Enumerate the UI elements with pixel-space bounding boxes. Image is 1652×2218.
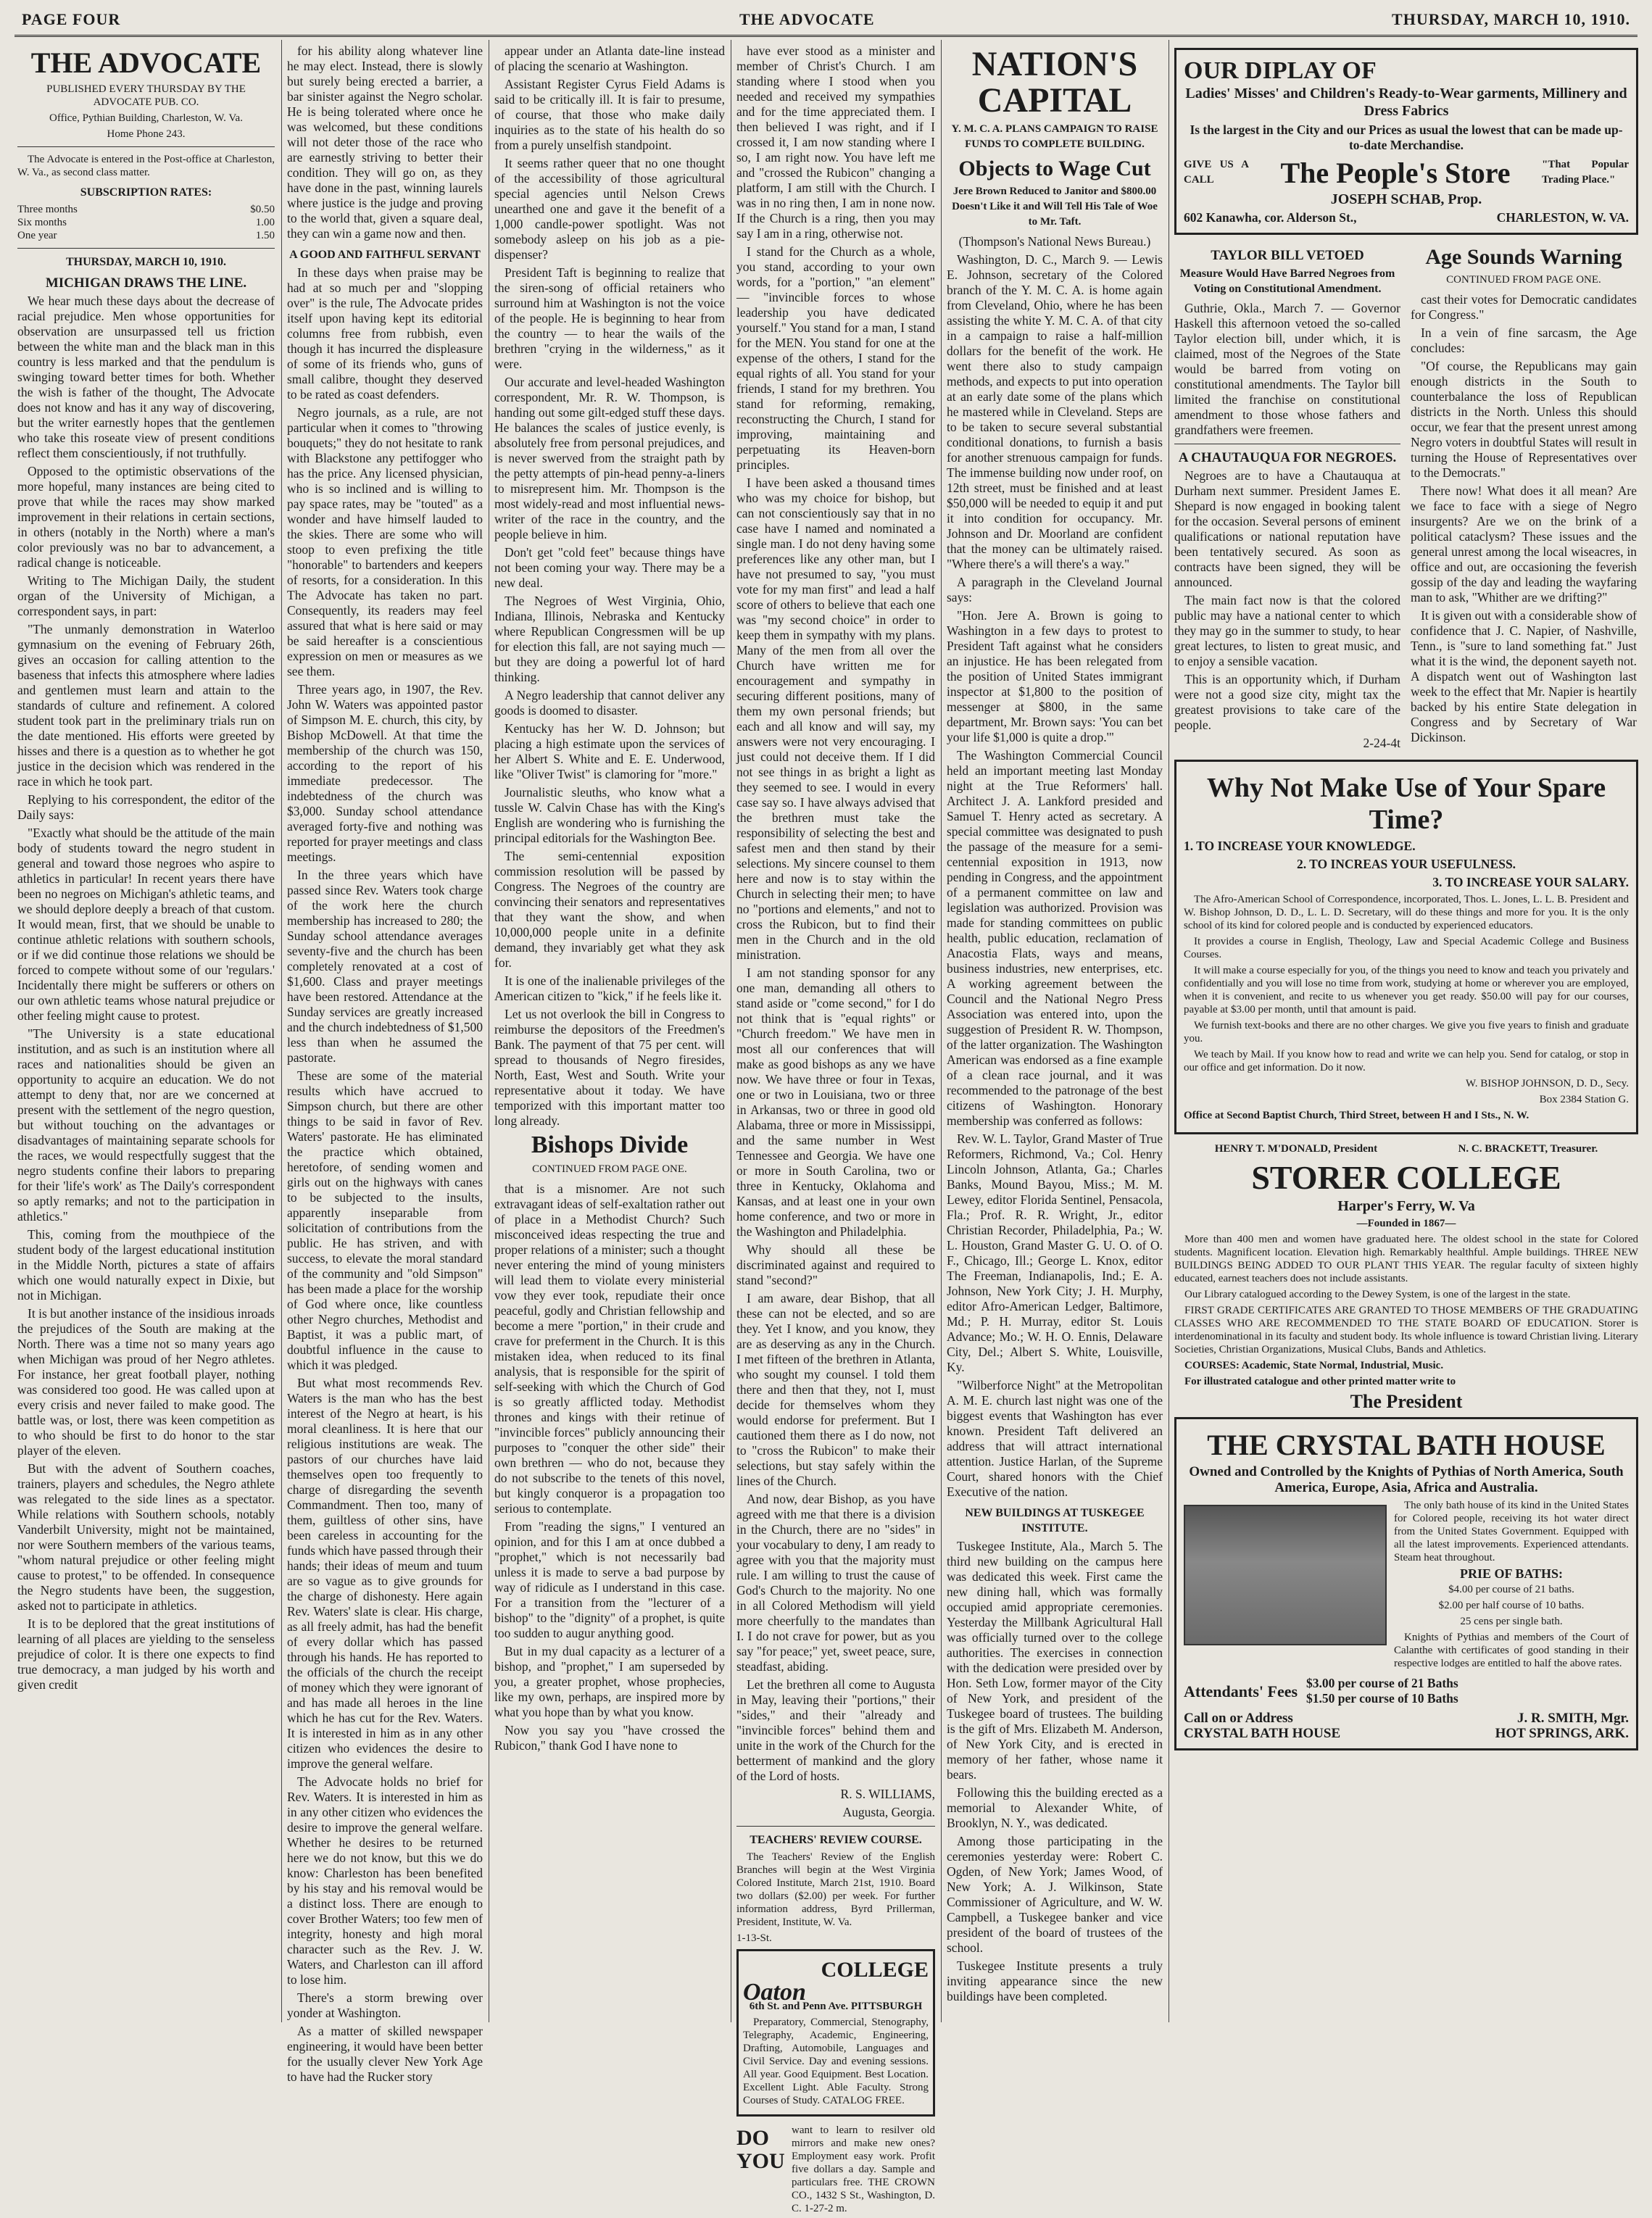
ad-heading: COLLEGE [821, 1958, 929, 1982]
paragraph: "Hon. Jere A. Brown is going to Washington in a few days to protest to President Taft against what he considers an injustice. He has been relegated from the position of United States immigrant inspector at $1,800 to the position of messenger at $800, in the same department, Mr. Brown says: 'You can bet your life $1,000 is quite a drop.'" [947, 608, 1163, 744]
bath-contact-right [1495, 1711, 1629, 1741]
paragraph: Tuskegee Institute, Ala., March 5. The third new building on the campus here was dedicated this week. First came the new dining hall, which was formally occupied amid appropriate ceremonies. Yesterday the Millbank Agricultural Hall was officially turned over to the college authorities. The exercises in connection with the dedication were presided over by Hon. Seth Low, former mayor of the City of New York, and president of the Tuskegee board of trustees. The building is the gift of Mrs. Elizabeth M. Anderson, of New York City, and is erected in memory of her father, whose name it bears. [947, 1539, 1163, 1782]
paragraph: It is to be deplored that the great institutions of learning of all places are yielding to the senseless prejudice of color. It is there one expects to find true democracy, a man judged by his worth and given credit [17, 1616, 275, 1692]
paragraph: This, coming from the mouthpiece of the student body of the largest educational institution in the Middle North, pictures a state of affairs which one would naturally expect in Dixie, but not in Michigan. [17, 1227, 275, 1303]
ad-text: The only bath house of its kind in the United States for Colored people, receiving its hot water direct from the United States Government. Equipped with all the latest improvements. Experienced attendants. Steam heat throughout. [1394, 1500, 1629, 1563]
subheadline: Measure Would Have Barred Negroes from Voting on Constitutional Amendment. [1179, 267, 1395, 295]
paragraph: We hear much these days about the decrease of racial prejudice. Men whose opportunities for observation are unsurpassed tell us friction between the white man and the black man in this country is less marked and that the pendulum is swinging toward better times for both. Whether the wish is father of the thought, The Advocate does not know and has it any way of discovering, but the writer earnestly hopes that the gentlemen who take this roseate view of present conditions reflect them conscientiously, if not truthfully. [17, 294, 275, 460]
paragraph: I have been asked a thousand times who was my choice for bishop, but can not conscientiously say that in no case have I named and nominated a single man. I do not deny having some preferences like any other man, but I have not presumed to say, "you must vote for my man first" and lead a half score of others to believe that each one was "my second choice" in order to keep them in sympathy with my plans. Many of the men from all over the Church have written me for encouragement and sympathy in securing different positions, many of them my own personal friends; but each and all know and will say, my answers were not very encouraging. I just could not deceive them. If I did not see things in as bright a light as they seemed to see. I would in every case say so. I have always advised that the brethren must take the responsibility of selecting the best and safest men and then stand by their selections. My sincere counsel to them here and now is to stay within the Church in selecting their men; to have no "portions and elements," and not to cross the Rubicon, but to find their men in the Church and in the old ministration. [736, 475, 935, 962]
ad-text: Our Library catalogued according to the Dewey System, is one of the largest in the state. [1184, 1289, 1571, 1300]
ad-text: We furnish text-books and there are no other charges. We give you five years to finish and graduate you. [1184, 1020, 1629, 1044]
continued-note: CONTINUED FROM PAGE ONE. [1446, 274, 1601, 286]
paragraph: As a matter of skilled newspaper engineering, it would have been better for the usually clever New York Age to have had the Rucker story [287, 2024, 483, 2084]
correspondence-school-ad [1174, 760, 1638, 1134]
paragraph: Don't get "cold feet" because things have not been coming your way. There may be a new deal. [494, 545, 725, 590]
store-row [1184, 157, 1629, 188]
headline: NATION'S CAPITAL [971, 45, 1138, 120]
divider [736, 1826, 935, 1827]
ad-heading: OUR DIPLAY OF [1184, 57, 1377, 84]
right-news [1411, 242, 1637, 754]
ad-box: Box 2384 Station G. [1539, 1094, 1629, 1105]
paragraph: It is one of the inalienable privileges of the American citizen to "kick," if he feels like it. [494, 973, 725, 1003]
ad-address: Office at Second Baptist Church, Third Street, between H and I Sts., N. W. [1184, 1110, 1529, 1121]
ad-text: Is the largest in the City and our Prices as usual the lowest that can be made up-to-date Merchandise. [1190, 122, 1623, 152]
paragraph: This is an opportunity which, if Durham were not a good size city, might tax the greatest provisions to take care of the people. [1174, 672, 1400, 732]
bath-name: CRYSTAL BATH HOUSE [1184, 1726, 1341, 1741]
mirror-ad [736, 2124, 935, 2218]
ad-heading: DO YOU [736, 2126, 785, 2173]
paragraph: And now, dear Bishop, as you have agreed with me that there is a division in the Church, there are no "sides" in your vocabulary to deny, I am ready to agree with you that the majority must rule. I am willing to trust the cause of God's Church to the majority. No one in all Colored Methodism will yield more cheerfully to the mandates than I. I do not crave for power, but as you say "for peace;" yet, sweet peace, sure, steadfast, abiding. [736, 1492, 935, 1674]
headline: Bishops Divide [531, 1131, 689, 1158]
rate-price: $0.50 [250, 204, 275, 215]
headline: TAYLOR BILL VETOED [1211, 248, 1364, 263]
bath-contact [1184, 1711, 1629, 1741]
storer-catalogue: For illustrated catalogue and other printed matter write to [1184, 1376, 1456, 1387]
office-line: Office, Pythian Building, Charleston, W. Va. [49, 112, 243, 124]
divider [17, 248, 275, 249]
rate-row [17, 203, 275, 216]
paragraph: The Negroes of West Virginia, Ohio, Indiana, Illinois, Nebraska and Kentucky where Republican Congressmen will be up for election this fall, are not saying much — but they are doing a powerful lot of hard thinking. [494, 594, 725, 684]
page-number: PAGE FOUR [22, 10, 121, 28]
paragraph: Among those participating in the ceremonies yesterday were: Robert C. Ogden, of New York; James Wood, of New York; A. J. Wilkinson, State Commissioner of Agriculture, and W. W. Campbell, a Tuskegee banker and vice president of the board of trustees of the school. [947, 1834, 1163, 1955]
bath-fees-label: Attendants' Fees [1184, 1682, 1298, 1700]
headline: Objects to Wage Cut [958, 157, 1151, 180]
paragraph: Three years ago, in 1907, the Rev. John W. Waters was appointed pastor of Simpson M. E. church, this city, by Bishop McDowell. At that time the membership of the church was 150, according to the report of his immediate predecessor. The indebtedness of the church was $3,000. Sunday school attendance averaged forty-five and nothing was reported for prayer meetings and class meetings. [287, 682, 483, 864]
ad-point: 3. TO INCREASE YOUR SALARY. [1432, 875, 1629, 889]
college-logo: Oaton [743, 1979, 806, 2006]
college-ad [736, 1949, 935, 2117]
divider [17, 146, 275, 147]
paragraph: Negro journals, as a rule, are not particular when it comes to "throwing bouquets;" they do not hesitate to rank with Blackstone any pettifogger who has the price. Any licensed physician, who is so inclined and is willing to pay space rates, may be "touted" as a wonder and have himself lauded to the skies. There are some who will stoop to even prefixing the title "honorable" to bartenders and keepers of resorts, for a consideration. In this The Advocate has taken no part. Consequently, its readers may feel assured that what is here said or may be said hereafter is a conscientious expression on men or measures as we see them. [287, 405, 483, 678]
paragraph: Why should all these be discriminated against and required to stand "second?" [736, 1242, 935, 1287]
bath-house-photo [1184, 1505, 1387, 1645]
paragraph: Let the brethren all come to Augusta in May, leaving their "portions," their "sides," and their "already and "invincible forces" behind them and unite in the work of the Church for the betterment of mankind and the glory of the Lord of hosts. [736, 1677, 935, 1783]
column-4 [736, 43, 935, 2214]
ad-text: It provides a course in English, Theology, Law and Special Academic College and Business Courses. [1184, 936, 1629, 960]
paragraph: appear under an Atlanta date-line instead of placing the scenario at Washington. [494, 43, 725, 73]
byline: (Thompson's National News Bureau.) [958, 234, 1151, 249]
rate-price: 1.00 [255, 217, 275, 228]
continued-note: CONTINUED FROM PAGE ONE. [532, 1163, 687, 1175]
headline: Age Sounds Warning [1425, 245, 1622, 269]
ad-text: The Teachers' Review of the English Branches will begin at the West Virginia Colored Institute, March 21st, 1910. Board two dollars ($2.00) per week. For further information address, Byrd Prillerman, President, Institute, W. Va. [736, 1851, 935, 1928]
ad-heading: STORER COLLEGE [1251, 1159, 1561, 1196]
headline: MICHIGAN DRAWS THE LINE. [45, 275, 247, 291]
subheadline: Jere Brown Reduced to Janitor and $800.00 Doesn't Like it and Will Tell His Tale of Woe to Mr. Taft. [952, 186, 1158, 228]
storer-college-ad [1174, 1142, 1638, 1413]
paragraph: "The University is a state educational institution, and as such is an institution where all races and nationalities should be given an opportunity to acquire an education. We do not attempt to deny that, nor are we concerned at present with the settlement of the negro question, but without touching on the advantages or disadvantages of maintaining separate schools for the races, we would respectfully suggest that the negro students confine their labors to preparing for their 'life's work' as The Daily's correspondent so aptly remarks; and not to the participation in athletics." [17, 1026, 275, 1224]
signature-location: Augusta, Georgia. [842, 1805, 935, 1819]
column-5 [947, 43, 1163, 2021]
store-city: CHARLESTON, W. VA. [1496, 210, 1629, 225]
paragraph: But with the advent of Southern coaches, trainers, players and schedules, the Negro athlete was relegated to the side lines as a spectator. While relations with Southern schools, notably Vanderbilt University, might not be maintained, nor were Southern members of the various teams, "whom natural prejudice or other feeling might cause to protest," to be offended. In consequence the Negro students have been, the suggestion, asked not to participate in athletics. [17, 1461, 275, 1613]
bath-call: Call on or Address [1184, 1711, 1293, 1726]
ad-text: More than 400 men and women have graduated here. The oldest school in the state for Colored students. Magnificent location. Elevation high. Remarkably healthful. Ample buildings. THREE NEW BUILDINGS BEING ADDED TO OUR PLANT THIS YEAR. The regular faculty of sixteen highly educated, earnest teachers does not include assistants. [1174, 1234, 1638, 1284]
paragraph: But what most recommends Rev. Waters is the man who has the best interest of the Negro at heart, is his moral cleanliness. It is here that our religious institutions are weak. The pastors of our churches have laid themselves open too frequently to charge of disregarding the seventh Commandment. Then too, many of them, guiltless of other sins, have been careless in accounting for the funds which have passed through their hands; their ideas of meum and tuum are so vague as to give grounds for the charge of dishonesty. Here again Rev. Waters' slate is clear. His charge, as all freely admit, has had the benefit of every dollar which has passed through his hands. He has reported to the officials of the church the receipt of money which they were ignorant of and has made all heroes in the line which he has cut for the Rev. Waters. It is interested in him as in any other citizen who evidences the desire to improve the general welfare. [287, 1376, 483, 1771]
paragraph: It is but another instance of the insidious inroads the prejudices of the South are making at the North. There was a time not so many years ago when Michigan was proud of her Negro athletes. For instance, her great football player, nothing was considered too good. He was called upon at every crisis and never failed to make good. The battle was, or lost, there was keen competition as to who should be first to do honor to the star player of the eleven. [17, 1306, 275, 1458]
bath-fee: $3.00 per course of 21 Baths [1306, 1676, 1458, 1690]
bath-price-heading: PRIE OF BATHS: [1459, 1566, 1563, 1581]
storer-officers [1174, 1142, 1638, 1157]
ad-text: want to learn to resilver old mirrors and make new ones? Employment easy work. Profit five dollars a day. Sample and particulars free. THE CROWN CO., 1432 S St., Washington, D. C. 1-27-2 m. [792, 2124, 935, 2214]
paragraph: President Taft is beginning to realize that the siren-song of official retainers who surround him at Washington is not the voice of the people. He is beginning to hear from the country — to hear the wails of the brethren "crying in the wilderness," as it were. [494, 265, 725, 371]
paragraph: The main fact now is that the colored public may have a national center to which they may go in the summer to study, to hear great lectures, to listen to great music, and to enjoy a sensible vacation. [1174, 593, 1400, 668]
paragraph: It seems rather queer that no one thought of the accessibility of those agricultural special agencies until Nelson Crews unearthed one and gave it the benefit of a 1,000 candle-power spotlight. Was not somebody asleep on his job as a pie-dispenser? [494, 156, 725, 262]
paragraph: Now you say you "have crossed the Rubicon," thank God I have none to [494, 1723, 725, 1753]
ad-text: We teach by Mail. If you know how to read and write we can help you. Send for catalog, or stop in our office and get information. Do it now. [1184, 1049, 1629, 1073]
crystal-bath-house-ad [1174, 1417, 1638, 1750]
ad-text: Preparatory, Commercial, Stenography, Telegraphy, Academic, Engineering, Drafting, Automobile, Languages and Civil Service. Day and evening sessions. All year. Good Equipment. Best Location. Excellent Light. Able Faculty. Strong Courses of Study. CATALOG FREE. [743, 2016, 929, 2106]
paragraph: These are some of the material results which have accrued to Simpson church, but there are other things to be said in favor of Rev. Waters' pastorate. He has eliminated the practice which obtained, heretofore, of sending women and girls out on the highways with canes to be subjected to the insults, apparently inseparable from solicitation of contributions from the public. He has striven, and with success, to elevate the moral standard of the community and "old Simpson" has been made a place for the worship of God where once, like countless other Negro churches, Methodist and Baptist, it was a public mart, of doubtful influence in the cause to which it was pledged. [287, 1068, 483, 1372]
headline: A CHAUTAUQUA FOR NEGROES. [1178, 450, 1397, 465]
paragraph: Guthrie, Okla., March 7. — Governor Haskell this afternoon vetoed the so-called Taylor election bill, under which, it is claimed, most of the Negroes of the State would be barred from voting on constitutional amendments. The Taylor bill limited the franchise on constitutional amendment to those whose fathers and grandfathers were freemen. [1174, 301, 1400, 437]
college-location: 6th St. and Penn Ave. PITTSBURGH [749, 2001, 923, 2012]
storer-courses: COURSES: Academic, State Normal, Industrial, Music. [1184, 1360, 1444, 1371]
paragraph: In these days when praise may be had at so much per and "slopping over" is the rule, The Advocate prides itself upon having kept its editorial columns free from rubbish, even though it has incurred the displeasure of some of its friends who, guns of small calibre, thought they deserved to be rated as coast defenders. [287, 265, 483, 402]
ad-heading: Why Not Make Use of Your Spare Time? [1206, 773, 1606, 835]
ad-heading: TEACHERS' REVIEW COURSE. [750, 1834, 922, 1846]
bath-fees [1184, 1676, 1629, 1706]
bath-photo-wrap [1184, 1499, 1387, 1673]
paragraph: In a vein of fine sarcasm, the Age concludes: [1411, 325, 1637, 355]
paragraph: Tuskegee Institute presents a truly inviting appearance since the new buildings have been completed. [947, 1959, 1163, 2003]
ad-code: 2-24-4t [1363, 736, 1400, 750]
ad-code: 1-13-St. [736, 1932, 772, 1944]
ad-text: It will make a course especially for you, of the things you need to know and teach you privately and confidentially and you will lose no time from work, studying at home or wherever you are employed, when it is convenient, and recite to us whenever you get ready. $50.00 will pay for our courses, payable at $3.00 per month, until that amount is paid. [1184, 965, 1629, 1015]
paragraph: Let us not overlook the bill in Congress to reimburse the depositors of the Freedmen's Bank. The payment of that 75 per cent. will spread to thousands of Negro firesides, North, East, West and South. Write your representative about it today. We have temporized with this important matter too long already. [494, 1007, 725, 1128]
bath-body [1184, 1499, 1629, 1673]
paragraph: From "reading the signs," I ventured an opinion, and for this I am at once dubbed a "prophet," which is not necessarily bad unless it is made to serve a bad purpose by way of ridicule as I understand in this case. For a transition from the "lecturer of a bishop" to the "dignity" of a prophet, is quite too sudden to augur anything good. [494, 1519, 725, 1640]
paragraph: There now! What does it all mean? Are we face to face with a siege of Negro insurgents? Are we on the brink of a political cataclysm? These issues and the general unrest among the local wiseacres, in office and out, are occasioning the feverish gossip of the day and leading the wayfaring man to ask, "Whither are we drifting?" [1411, 483, 1637, 605]
paragraph: I stand for the Church as a whole, you stand, according to your own words, for a "portion," "an element" — "invincible forces to whose leadership you have dedicated yourself." You stand for a man, I stand for the MEN. You stand for one at the expense of the others, I stand for the equal rights of all. You stand for your friends, I stand for my brethren. You stand for reforming, remaking, reconstructing the Church, I stand for improving, maintaining and perpetuating its Heaven-born principles. [736, 244, 935, 472]
rate-term: Three months [17, 204, 78, 215]
paragraph: In the three years which have passed since Rev. Waters took charge of the work here the church membership has increased to 280; the Sunday school attendance averages seventy-five and the church has been completely renovated at a cost of $1,600. Class and prayer meetings have been restored. Attendance at the Sunday services are greatly increased and the church indebtedness of $1,500 less than when he assumed the pastorate. [287, 868, 483, 1065]
bath-fee: $1.50 per course of 10 Baths [1306, 1691, 1458, 1706]
paragraph: The Washington Commercial Council held an important meeting last Monday night at the True Reformers' hall. Architect J. A. Lankford presided and Samuel T. Henry acted as secretary. A special committee was designated to push the passage of the measure for a semi-centennial exposition in 1913, now pending in Congress, and the appointment of a permanent committee on law and legislation was authorized. Provision was made for standing committees on public health, public education, reclamation of Anacostia Flats, ways and means, business industries, new enterprises, etc. A working agreement between the Council and the National Negro Press Association was entered into, upon the suggestion of President R. W. Thompson, of the latter organization. The Washington American was endorsed as a fine example of a clean race journal, and it was recommended to the patronage of the best citizens of Washington. Honorary membership was conferred as follows: [947, 748, 1163, 1128]
paragraph: that is a misnomer. Are not such extravagant ideas of self-exaltation rather out of place in a Methodist Church? Such misconceived ideas respecting the true and proper relations of a minister; such a thought never entering the mind of young ministers will lead them to violate every ministerial vow they ever took, repudiate their once peaceful, godly and Christian fellowship and become a mere "portion," in their crude and crave for preferment in the Church. It is this mistaken idea, when reduced to its final analysis, that is responsible for the spirit of self-seeking with which the Church of God is so greatly afflicted today. Methodist thrones and kings with their retinue of "invincible forces" publicly announcing their purposes to "conquer the other side" their own brethren — who do not, because they do not subscribe to the tenets of this novel, but kingly conqueror is a propagation too serious to contemplate. [494, 1181, 725, 1516]
column-1 [17, 43, 275, 2021]
ad-signature: W. BISHOP JOHNSON, D. D., Secy. [1465, 1078, 1629, 1089]
paragraph: Assistant Register Cyrus Field Adams is said to be critically ill. It is fair to presume, of course, that those who make daily inquiries as to the state of his health do so from a purely unselfish standpoint. [494, 77, 725, 152]
bath-price: $4.00 per course of 21 baths. [1448, 1584, 1574, 1595]
left-news [1174, 242, 1400, 754]
rate-term: One year [17, 230, 57, 241]
paragraph: Negroes are to have a Chautauqua at Durham next summer. President James E. Shepard is now engaged in booking talent for the occasion. Several persons of eminent qualifications or national reputation have been tentatively secured. As soon as contracts have been signed, they will be announced. [1174, 468, 1400, 589]
entry-notice: The Advocate is entered in the Post-office at Charleston, W. Va., as second class matter. [17, 154, 275, 178]
ad-text: FIRST GRADE CERTIFICATES ARE GRANTED TO THOSE MEMBERS OF THE GRADUATING CLASSES WHO ARE RECOMMENDED TO THE STATE BOARD OF EDUCATION. Storer is interdenominational in its faculty and student body. Its whole influence is toward Christian living. Literary Societies, Christian Organizations, Musical Clubs, Bands and Athletics. [1174, 1305, 1638, 1355]
paragraph: I am not standing sponsor for any one man, demanding all others to stand aside or "come second," for I do not think that is "equal rights" or "Church freedom." We have men in most all our conferences that will make as good bishops as any we have now. We have three or four in Texas, one or two in Louisiana, two or three in Arkansas, two or three in good old Alabama, three or more in Mississippi, and the same number in West Tennessee and Georgia. We have one or more in South Carolina, two or three in Kentucky, Oklahoma and Kansas, and at least one in your own home conference, and two or more in the Washington and Philadelphia. [736, 965, 935, 1239]
headline: NEW BUILDINGS AT TUSKEGEE INSTITUTE. [965, 1507, 1145, 1534]
rate-row [17, 216, 275, 229]
publisher-line: PUBLISHED EVERY THURSDAY BY THE ADVOCATE PUB. CO. [46, 83, 246, 108]
ad-subheading: Owned and Controlled by the Knights of Pythias of North America, South America, Europe, Asia, Africa and Australia. [1189, 1464, 1624, 1495]
news-row [1174, 242, 1638, 754]
paragraph: Kentucky has her W. D. Johnson; but placing a high estimate upon the services of her Albert S. White and E. E. Underwood, like "Oliver Twist" is clamoring for "more." [494, 721, 725, 781]
bath-city: HOT SPRINGS, ARK. [1495, 1726, 1629, 1741]
paragraph: Replying to his correspondent, the editor of the Daily says: [17, 792, 275, 822]
headline: A GOOD AND FAITHFUL SERVANT [289, 249, 481, 261]
paragraph: Our accurate and level-headed Washington correspondent, Mr. R. W. Thompson, is handing out some gilt-edged stuff these days. He balances the scales of justice evenly, is absolutely free from personal prejudices, and is never swerved from the straight path by the petty attempts of pin-head penny-a-liners to misrepresent him. Mr. Thompson is the most widely-read and most influential news-writer of the race in the country, and the people believe in him. [494, 375, 725, 541]
store-tagline: "That Popular Trading Place." [1542, 159, 1629, 186]
paragraph: Writing to The Michigan Daily, the student organ of the University of Michigan, a correspondent says, in part: [17, 573, 275, 618]
rates-heading: SUBSCRIPTION RATES: [80, 186, 212, 199]
column-rule [941, 40, 942, 2022]
paper-name: THE ADVOCATE [739, 10, 875, 28]
paragraph: Journalistic sleuths, who know what a tussle W. Calvin Chase has with the King's English are wondering who is furnishing the principal editorials for the Washington Bee. [494, 785, 725, 845]
paragraph: It is given out with a considerable show of confidence that J. C. Napier, of Nashville, Tenn., is "sure to land something fat." Just what it is the wind, the deponent sayeth not. A dispatch went out of Washington last week to the effect that Mr. Napier is heartily backed by his entire State delegation in Congress and by Secretary of War Dickinson. [1411, 608, 1637, 744]
column-2 [287, 43, 483, 2084]
peoples-store-ad [1174, 48, 1638, 235]
rate-row [17, 229, 275, 242]
bath-price: 25 cens per single bath. [1460, 1616, 1563, 1627]
rate-price: 1.50 [255, 230, 275, 241]
rate-term: Six months [17, 217, 67, 228]
ad-point: 2. TO INCREAS YOUR USEFULNESS. [1296, 857, 1516, 871]
ad-subheading: Ladies' Misses' and Children's Ready-to-Wear garments, Millinery and Dress Fabrics [1185, 86, 1627, 119]
paragraph: "Exactly what should be the attitude of the main body of students toward the negro student in general and toward those negroes who aspire to athletics in particular! In recent years there have been no negroes on Michigan's athletic teams, and we should deplore deeply a breach of that custom. It would mean, first, that we should be unable to continue athletic relations with southern schools, or if we did continue those relations we should be forced to compete without some of our 'regulars.' Incidentally there might be sufferers or others on our own athletic teams whose natural prejudice or other feeling might cause to protest. [17, 826, 275, 1023]
bath-fees-list [1306, 1676, 1458, 1706]
paragraph: I am aware, dear Bishop, that all these can not be elected, and so are they. Yet I know, and you know, they are as deserving as any in the Church. I met fifteen of the brethren in Atlanta, who sought my counsel. I told them there and then that they, not I, must decide for themselves whom they would endorse for preferment. But I cautioned them there as I do now, not to "cross the Rubicon" to make their selections, but stay safely within the lines of the Church. [736, 1291, 935, 1488]
phone-line: Home Phone 243. [107, 128, 186, 140]
paragraph: There's a storm brewing over yonder at Washington. [287, 1990, 483, 2020]
paragraph: Washington, D. C., March 9. — Lewis E. Johnson, secretary of the Colored branch of the Y. M. C. A. is home again from Cleveland, Ohio, where he has been assisting the white Y. M. C. A. of that city in a campaign to raise a half-million dollars for the benefit of the work. He went there also to study campaign methods, and expects to put into operation at an early date some of the plans which he mastered while in Cleveland. Steps are to be taken to secure several substantial conditional donations, to furnish a basis for another strenuous campaign for funds. The immense building now under roof, on 12th street, must be finished and at least $50,000 will be needed to equip it and put it into condition for occupancy. Mr. Johnson and Dr. Moorland are confident that the money can be ultimately raised. "Where there's a will there's a way." [947, 252, 1163, 571]
store-name: The People's Store [1280, 156, 1511, 189]
column-rule [281, 40, 282, 2022]
rates-table [17, 203, 275, 242]
storer-founded: —Founded in 1867— [1356, 1218, 1456, 1229]
storer-treasurer: N. C. BRACKETT, Treasurer. [1458, 1143, 1598, 1155]
ad-point: 1. TO INCREASE YOUR KNOWLEDGE. [1184, 839, 1416, 853]
paragraph: cast their votes for Democratic candidates for Congress." [1411, 292, 1637, 322]
issue-date: THURSDAY, MARCH 10, 1910. [1392, 10, 1630, 28]
storer-president-contact: The President [1350, 1391, 1463, 1412]
ad-text: Knights of Pythias and members of the Court of Calanthe with certificates of good standing in their respective lodges are entitled to half the above rates. [1394, 1632, 1629, 1669]
bath-price: $2.00 per half course of 10 baths. [1438, 1600, 1585, 1611]
paragraph: The semi-centennial exposition commission resolution will be passed by Congress. The Negroes of the country are convincing their senators and representatives that they want the show, and when 10,000,000 people unite in a definite demand, they invariably get what they ask for. [494, 849, 725, 970]
paragraph: A paragraph in the Cleveland Journal says: [947, 575, 1163, 605]
paragraph: "Of course, the Republicans may gain enough districts in the South to counterbalance the loss of Republican districts in the North. Unless this should occur, we fear that the present unrest among Negro voters in doubtful States will result in turning the House of Representatives over to the Democrats." [1411, 359, 1637, 480]
give-us-a-call: GIVE US A CALL [1184, 159, 1249, 186]
storer-location: Harper's Ferry, W. Va [1337, 1198, 1475, 1214]
bath-details [1394, 1499, 1629, 1673]
paragraph: Following this the building erected as a memorial to Alexander White, of Brooklyn, N. Y., was dedicated. [947, 1785, 1163, 1830]
store-address: 602 Kanawha, cor. Alderson St., [1184, 210, 1357, 225]
ad-heading: THE CRYSTAL BATH HOUSE [1207, 1429, 1606, 1461]
paragraph: "The unmanly demonstration in Waterloo gymnasium on the evening of February 26th, gives an occasion for calling attention to the baseness that infects this atmosphere where ladies and gentlemen must learn and attain to the standards of culture and refinement. A colored student took part in the preliminary trials run on the date mentioned. His efforts were greeted by hisses and there is a question as to whether he got justice in the decision which was rendered in the race in which he took part. [17, 622, 275, 789]
paper-title: THE ADVOCATE [30, 46, 262, 79]
bath-manager: J. R. SMITH, Mgr. [1517, 1711, 1629, 1726]
paragraph: Opposed to the optimistic observations of the more hopeful, many instances are being cited to prove that while the races may show marked improvement in their relations in certain sections, in others (notably in the North) where a man's color previously was no bar to advancement, a radical change is noticeable. [17, 464, 275, 570]
paragraph: for his ability along whatever line he may elect. Instead, there is slowly but surely being erected a barrier, a bar sinister against the Negro scholar. He is being tolerated where once he was welcomed, but these conditions will not deter those of the race who are earnestly striving to better their condition. They will go on, as they have done in the past, winning laurels where justice is the judge and proving to the world that, given a square deal, they can win a game now and then. [287, 43, 483, 241]
column-3 [494, 43, 725, 2021]
paragraph: The Advocate holds no brief for Rev. Waters. It is interested in him as in any other citizen who evidences the desire to improve the general welfare. Whether he desires to be returned here we do not know, but this we do know: Charleston has been benefited by his stay and his removal would be a distinct loss. There are enough to cover Brother Waters; too few men of integrity, honesty and high moral character such as the Rev. J. W. Waters, and Charleston can ill afford to lose him. [287, 1774, 483, 1987]
dateline: THURSDAY, MARCH 10, 1910. [65, 256, 227, 268]
paragraph: have ever stood as a minister and member of Christ's Church. I am standing where I stood when you needed and received my sympathies and for the time appreciated them. I then believed I was right, and if I crossed it, I am now standing where I so, I am right now. You have left me and "crossed the Rubicon" changing a platform, I am still with the Church. I was in no ring then, I am in none now. If the Church is a ring, then you may say I am in a ring, otherwise not. [736, 43, 935, 241]
store-address-row [1184, 210, 1629, 225]
paragraph: Rev. W. L. Taylor, Grand Master of True Reformers, Richmond, Va.; Col. Henry Lincoln Johnson, Atlanta, Ga.; Charles Banks, Mound Bayou, Miss.; M. M. Lewey, editor Florida Sentinel, Pensacola, Fla.; Prof. R. R. Wright, Jr., editor Christian Recorder, Philadelphia, Pa.; W. L. Houston, Grand Master G. U. O. of O. F., Chicago, Ill.; George L. Knox, editor The Freeman, Indianapolis, Ind.; E. A. Johnson, New York City; J. H. Murphy, editor Afro-American Ledger, Baltimore, Md.; P. H. Murray, editor St. Louis Advance; Mo.; W. H. O. Ennis, Delaware City, Del.; Albert S. White, Louisville, Ky. [947, 1131, 1163, 1374]
bath-contact-left [1184, 1711, 1340, 1741]
store-proprietor: JOSEPH SCHAB, Prop. [1330, 191, 1482, 207]
signature: R. S. WILLIAMS, [840, 1787, 935, 1801]
paragraph: A Negro leadership that cannot deliver any goods is doomed to disaster. [494, 688, 725, 718]
paragraph: But in my dual capacity as a lecturer of a bishop, and "prophet," I am superseded by you, a greater prophet, whose prophecies, like my own, perhaps, are inspired more by what you hope than by what you know. [494, 1644, 725, 1719]
paragraph: "Wilberforce Night" at the Metropolitan A. M. E. church last night was one of the biggest events that Washington has ever known. President Taft delivered an address that will attract international attention. Justice Harlan, of the Supreme Court, shared honors with the Chief Executive of the nation. [947, 1378, 1163, 1499]
masthead [14, 6, 1638, 37]
ad-text: The Afro-American School of Correspondence, incorporated, Thos. L. Jones, L. L. B. President and W. Bishop Johnson, D. D., L. L. D. Secretary, will do these things and more for you. It is the only school of its kind for colored people and is conducted by experienced educators. [1184, 894, 1629, 931]
column-6 [1174, 43, 1638, 2021]
storer-president: HENRY T. M'DONALD, President [1214, 1143, 1378, 1155]
subheadline: Y. M. C. A. PLANS CAMPAIGN TO RAISE FUNDS TO COMPLETE BUILDING. [951, 123, 1158, 150]
